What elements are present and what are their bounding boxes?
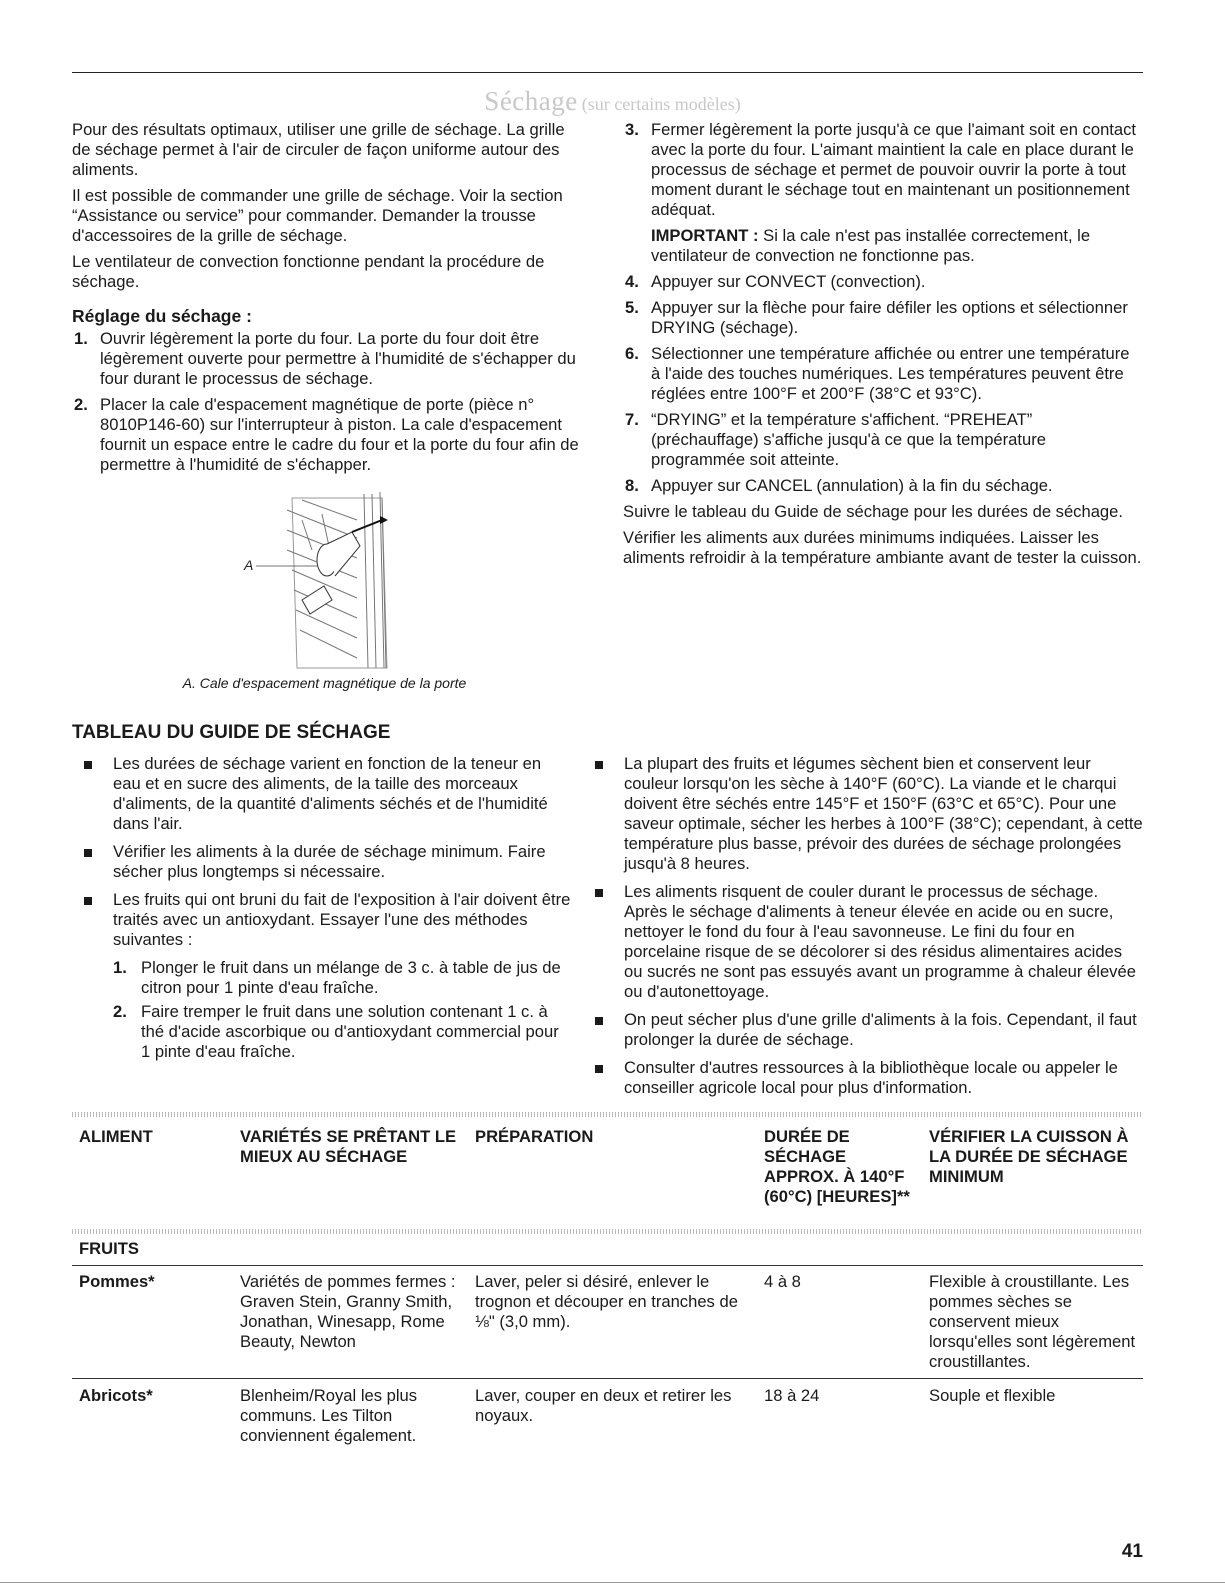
step-item: [623, 272, 1143, 292]
after-paragraph: Vérifier les aliments aux durées minimums indiquées. Laisser les aliments refroidir à la température ambiante avant de tester la cuisson.: [623, 528, 1142, 567]
header-preparation: PRÉPARATION: [475, 1127, 594, 1146]
top-rule: [72, 72, 1143, 73]
cell-varietes: Blenheim/Royal les plus communs. Les Tilton conviennent également.: [240, 1386, 418, 1445]
step-item: [623, 298, 1143, 338]
cell-preparation: Laver, peler si désiré, enlever le trognon et découper en tranches de ⅛" (3,0 mm).: [475, 1272, 738, 1331]
step-number: 1.: [74, 329, 88, 348]
guide-heading: TABLEAU DU GUIDE DE SÉCHAGE: [72, 722, 391, 743]
steps-list-right: [623, 120, 1143, 496]
bullet-item: [583, 1058, 1145, 1098]
step-number: 4.: [625, 272, 639, 291]
bullet-square-icon: [84, 897, 92, 905]
bullet-text: On peut sécher plus d'une grille d'aliments à la fois. Cependant, il faut prolonger la durée de séchage.: [624, 1010, 1137, 1049]
figure-label-a: A: [244, 557, 254, 573]
bullet-text: Les aliments risquent de couler durant le processus de séchage. Après le séchage d'aliments à teneur élevée en acide ou en sucre, nettoyer le fond du four à l'eau savonneuse. Le fini du four en porcelaine risque de se décolorer si des résidus alimentaires acides ou sucrés ne sont pas essuyés avant un programme à chaleur élevée ou d'autonettoyage.: [624, 882, 1136, 1001]
bullet-square-icon: [84, 761, 92, 769]
step-number: 2.: [74, 395, 88, 414]
intro-paragraph: Le ventilateur de convection fonctionne pendant la procédure de séchage.: [72, 252, 545, 291]
bottom-rule: [0, 1582, 1225, 1583]
guide-left-column: [72, 754, 572, 1070]
step-text: Appuyer sur la flèche pour faire défiler les options et sélectionner DRYING (séchage).: [651, 298, 1128, 337]
right-column: [623, 120, 1143, 574]
subheading-reglage: Réglage du séchage :: [72, 306, 252, 326]
step-item: [623, 476, 1143, 496]
step-text: “DRYING” et la température s'affichent. “PREHEAT” (préchauffage) s'affiche jusqu'à ce que la température programmée soit atteinte.: [651, 410, 1047, 469]
bullet-item: [72, 754, 572, 834]
table-header-rule: [72, 1229, 1143, 1234]
step-text: Sélectionner une température affichée ou entrer une température à l'aide des touches numériques. Les températures peuvent être réglées entre 100°F et 200°F (38°C et 93°C).: [651, 344, 1130, 403]
page-number: 41: [1121, 1541, 1143, 1562]
method-item: [113, 1002, 572, 1062]
intro-paragraph: Pour des résultats optimaux, utiliser une grille de séchage. La grille de séchage permet à l'air de circuler de façon uniforme autour des aliments.: [72, 120, 565, 179]
row-divider: [72, 1378, 1143, 1379]
category-fruits: FRUITS: [79, 1239, 139, 1258]
important-note: [651, 226, 1143, 266]
left-column: [72, 120, 584, 481]
steps-list-left: [72, 329, 584, 475]
bullet-text: Les fruits qui ont bruni du fait de l'exposition à l'air doivent être traités avec un antioxydant. Essayer l'une des méthodes suivantes :: [113, 890, 571, 949]
bullet-item: [72, 842, 572, 882]
bullet-square-icon: [595, 1065, 603, 1073]
method-number: 1.: [113, 958, 127, 977]
bullet-square-icon: [84, 849, 92, 857]
cell-verifier: Flexible à croustillante. Les pommes sèches se conservent mieux lorsqu'elles sont légèrement croustillantes.: [929, 1272, 1136, 1371]
page-title: [0, 86, 1225, 117]
step-item: [623, 344, 1143, 404]
door-spacer-illustration: [232, 490, 422, 670]
step-item: [72, 395, 584, 475]
title-sub: (sur certains modèles): [581, 94, 741, 114]
method-item: [113, 958, 572, 998]
step-text: Appuyer sur CONVECT (convection).: [651, 272, 926, 291]
step-number: 5.: [625, 298, 639, 317]
header-verifier: VÉRIFIER LA CUISSON À LA DURÉE DE SÉCHAGE MINIMUM: [929, 1127, 1129, 1186]
bullet-square-icon: [595, 1017, 603, 1025]
step-item: [72, 329, 584, 389]
title-main: Séchage: [484, 86, 578, 116]
guide-right-column: [583, 754, 1145, 1106]
figure-caption: A. Cale d'espacement magnétique de la porte: [182, 675, 467, 691]
cell-preparation: Laver, couper en deux et retirer les noyaux.: [475, 1386, 732, 1425]
bullet-item: [583, 1010, 1145, 1050]
cell-aliment: Pommes*: [79, 1272, 155, 1291]
cell-duree: 18 à 24: [764, 1386, 820, 1405]
bullet-square-icon: [595, 761, 603, 769]
header-aliment: ALIMENT: [79, 1127, 153, 1146]
cell-duree: 4 à 8: [764, 1272, 801, 1291]
method-number: 2.: [113, 1002, 127, 1021]
bullet-item: [72, 890, 572, 1062]
bullet-text: La plupart des fruits et légumes sèchent bien et conservent leur couleur lorsqu'on les sèche à 140°F (60°C). La viande et le charqui doivent être séchés entre 145°F et 150°F (63°C et 65°C). Pour une saveur optimale, sécher les herbes à 100°F (38°C); cependant, à cette température plus basse, prévoir des durées de séchage prolongées jusqu'à 8 heures.: [624, 754, 1143, 873]
step-text: Placer la cale d'espacement magnétique de porte (pièce n° 8010P146-60) sur l'interrupteur à piston. La cale d'espacement fournit un espace entre le cadre du four et la porte du four afin de permettre à l'humidité de s'échapper.: [100, 395, 579, 474]
row-divider: [72, 1265, 1143, 1266]
step-text: Fermer légèrement la porte jusqu'à ce que l'aimant soit en contact avec la porte du four. L'aimant maintient la cale en place durant le processus de séchage et permet de pouvoir ouvrir la porte à tout moment durant le séchage tout en maintenant un positionnement adéquat.: [651, 120, 1137, 219]
bullet-item: [583, 882, 1145, 1002]
method-text: Faire tremper le fruit dans une solution contenant 1 c. à thé d'acide ascorbique ou d'antioxydant commercial pour 1 pinte d'eau fraîche.: [141, 1002, 559, 1061]
method-text: Plonger le fruit dans un mélange de 3 c. à table de jus de citron pour 1 pinte d'eau fraîche.: [141, 958, 561, 997]
bullet-text: Les durées de séchage varient en fonction de la teneur en eau et en sucre des aliments, de la taille des morceaux d'aliments, de la quantité d'aliments séchés et de l'humidité dans l'air.: [113, 754, 548, 833]
antioxidant-methods-list: [113, 958, 572, 1062]
step-text: Appuyer sur CANCEL (annulation) à la fin du séchage.: [651, 476, 1053, 495]
step-number: 3.: [625, 120, 639, 139]
header-duree: DURÉE DE SÉCHAGE APPROX. À 140°F (60°C) [HEURES]**: [764, 1127, 910, 1206]
bullet-text: Vérifier les aliments à la durée de séchage minimum. Faire sécher plus longtemps si nécessaire.: [113, 842, 546, 881]
intro-paragraph: Il est possible de commander une grille de séchage. Voir la section “Assistance ou service” pour commander. Demander la trousse d'accessoires de la grille de séchage.: [72, 186, 563, 245]
bullet-item: [583, 754, 1145, 874]
step-item: [623, 410, 1143, 470]
cell-verifier: Souple et flexible: [929, 1386, 1056, 1405]
step-number: 6.: [625, 344, 639, 363]
step-item: [623, 120, 1143, 266]
bullet-text: Consulter d'autres ressources à la bibliothèque locale ou appeler le conseiller agricole local pour plus d'information.: [624, 1058, 1118, 1097]
header-varietes: VARIÉTÉS SE PRÊTANT LE MIEUX AU SÉCHAGE: [240, 1127, 457, 1166]
step-text: Ouvrir légèrement la porte du four. La porte du four doit être légèrement ouverte pour permettre à l'humidité de s'échapper du four durant le processus de séchage.: [100, 329, 576, 388]
cell-aliment: Abricots*: [79, 1386, 153, 1405]
bullet-square-icon: [595, 889, 603, 897]
important-text: Si la cale n'est pas installée correctement, le ventilateur de convection ne fonctionne pas.: [651, 226, 1091, 265]
important-label: IMPORTANT :: [651, 226, 759, 245]
cell-varietes: Variétés de pommes fermes : Graven Stein, Granny Smith, Jonathan, Winesapp, Rome Beauty, Newton: [240, 1272, 456, 1351]
step-number: 8.: [625, 476, 639, 495]
guide-bullets-right: [583, 754, 1145, 1098]
table-top-rule: [72, 1112, 1143, 1117]
guide-bullets-left: [72, 754, 572, 1062]
after-paragraph: Suivre le tableau du Guide de séchage pour les durées de séchage.: [623, 502, 1124, 521]
step-number: 7.: [625, 410, 639, 429]
